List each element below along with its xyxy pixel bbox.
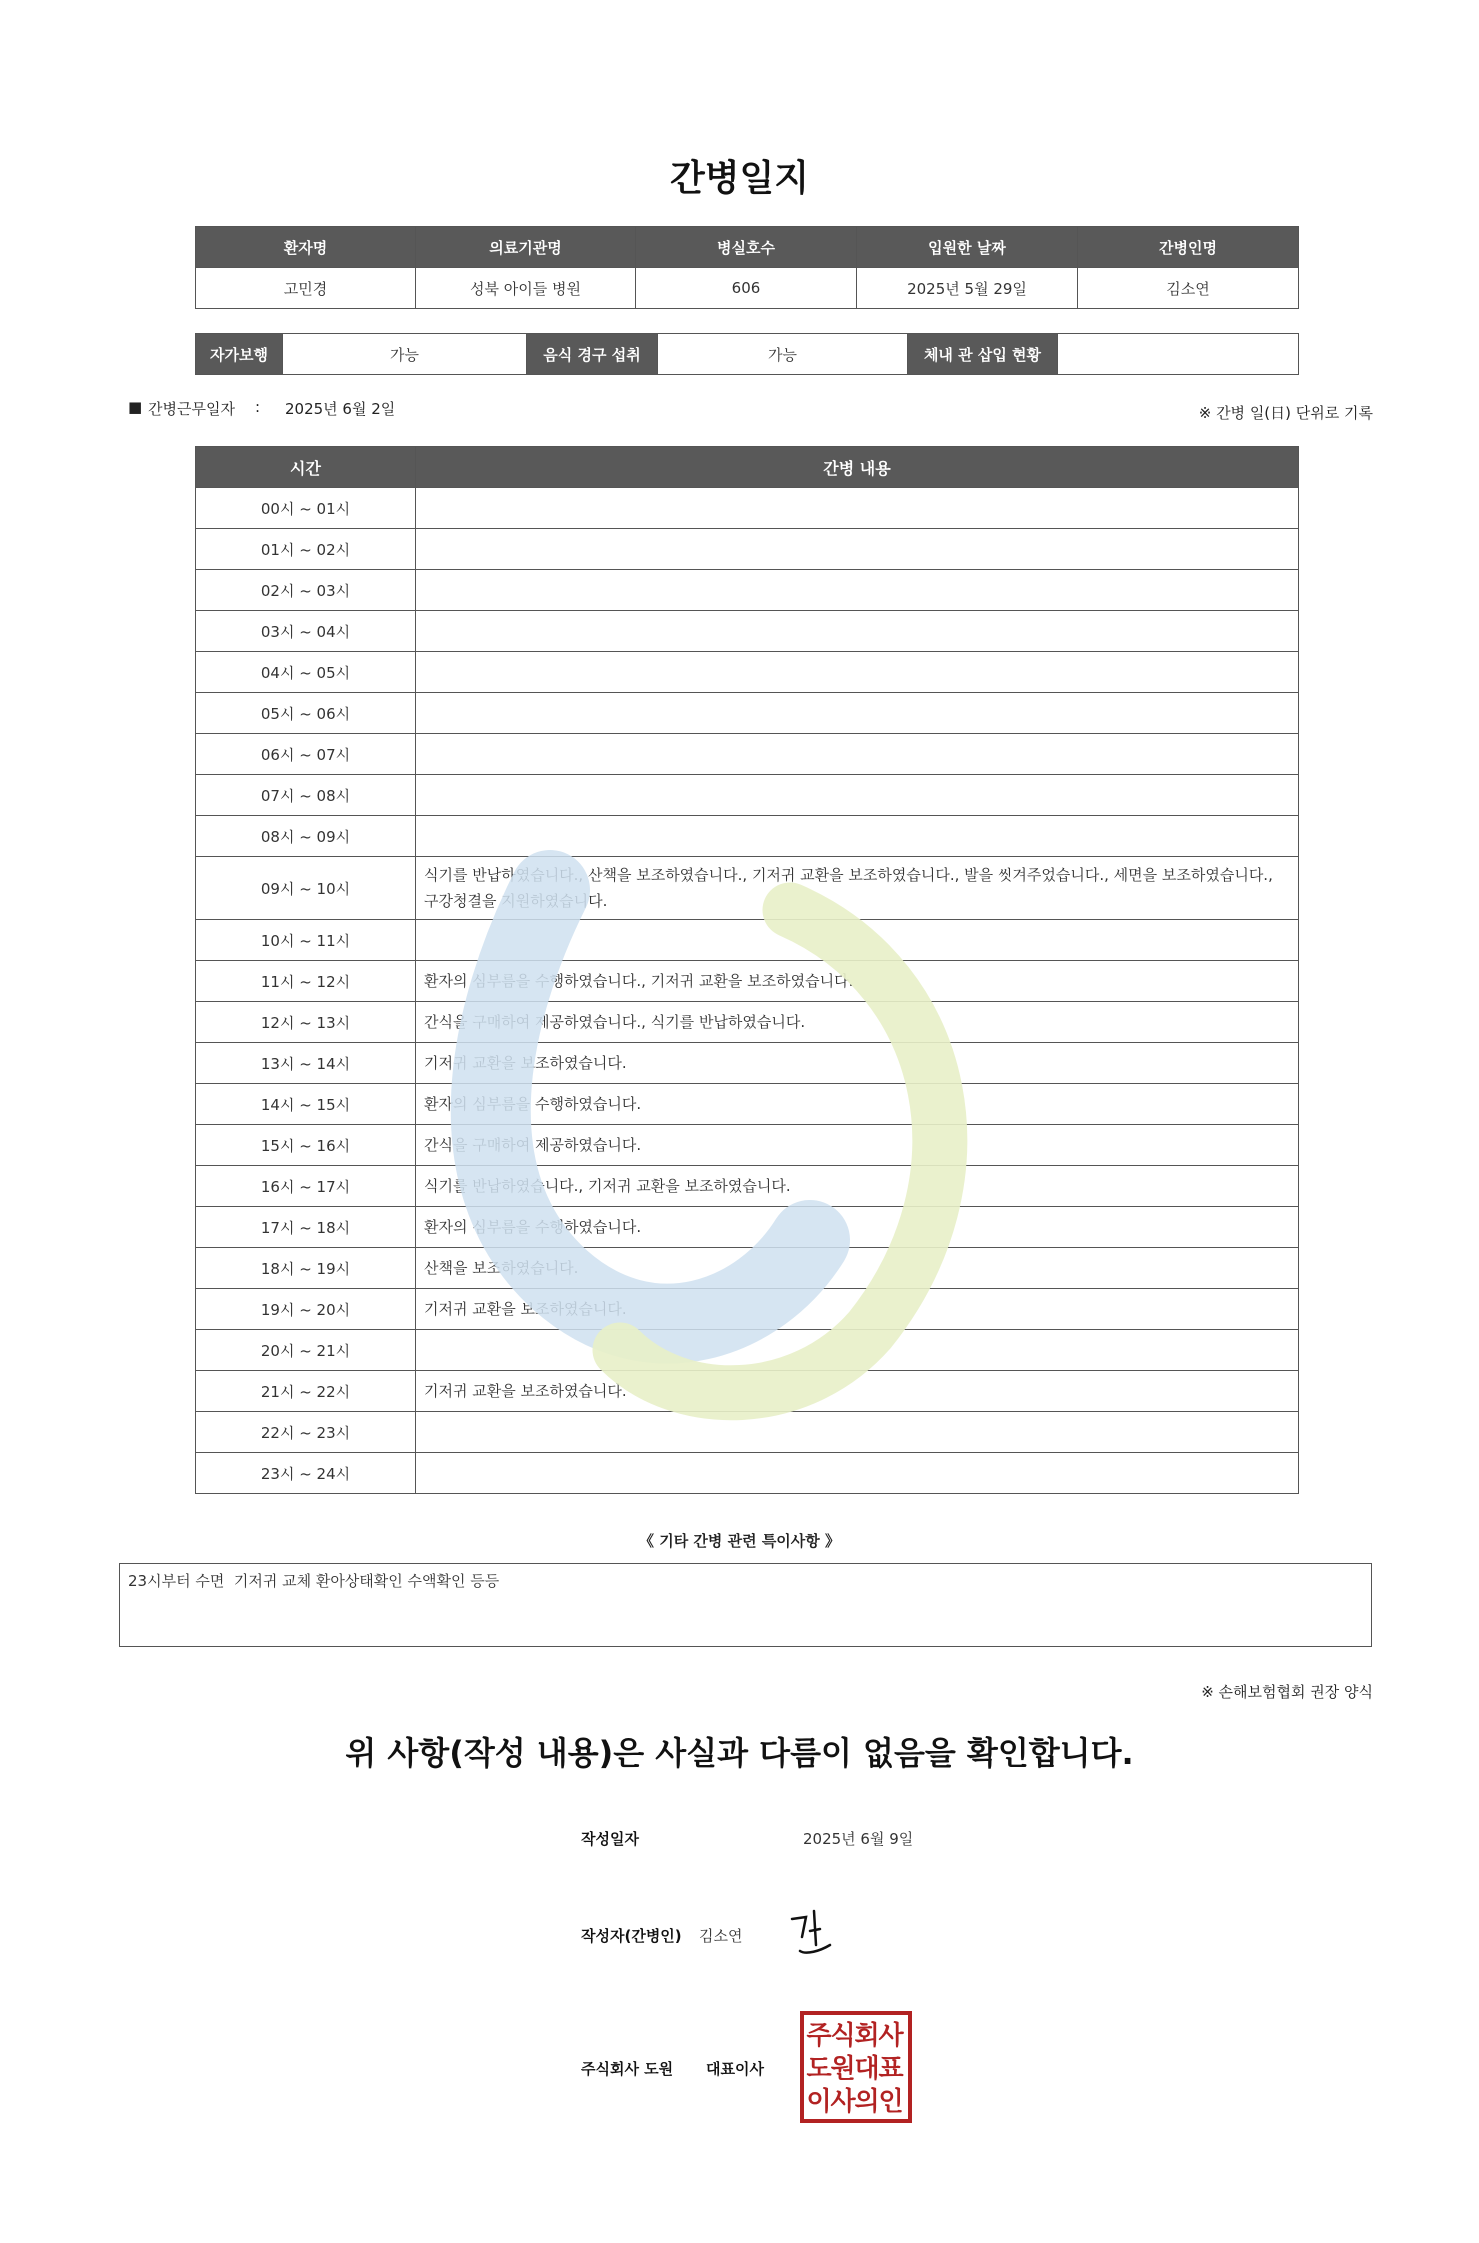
patient-info-header-row <box>196 227 1299 268</box>
schedule-content: 기저귀 교환을 보조하였습니다. <box>416 1371 1299 1412</box>
schedule-content: 환자의 심부름을 수행하였습니다. <box>416 1084 1299 1125</box>
company-seal-stamp-icon <box>799 2010 913 2124</box>
schedule-row <box>196 775 1299 816</box>
schedule-content <box>416 611 1299 652</box>
write-date-value: 2025년 6월 9일 <box>803 1830 914 1848</box>
schedule-body <box>196 488 1299 1494</box>
schedule-time: 12시 ~ 13시 <box>196 1002 416 1043</box>
svg-text:식: 식 <box>830 2021 856 2051</box>
schedule-row <box>196 1084 1299 1125</box>
self-walk-value: 가능 <box>283 334 527 375</box>
schedule-content <box>416 488 1299 529</box>
schedule-content <box>416 1330 1299 1371</box>
schedule-time: 22시 ~ 23시 <box>196 1412 416 1453</box>
schedule-row <box>196 1412 1299 1453</box>
oral-intake-value: 가능 <box>658 334 908 375</box>
schedule-header-row <box>196 447 1299 488</box>
schedule-time: 14시 ~ 15시 <box>196 1084 416 1125</box>
schedule-row <box>196 529 1299 570</box>
schedule-row <box>196 1166 1299 1207</box>
schedule-time: 17시 ~ 18시 <box>196 1207 416 1248</box>
svg-text:이: 이 <box>806 2087 832 2117</box>
schedule-content: 기저귀 교환을 보조하였습니다. <box>416 1043 1299 1084</box>
schedule-row <box>196 1207 1299 1248</box>
self-walk-label: 자가보행 <box>196 334 283 375</box>
schedule-row <box>196 570 1299 611</box>
schedule-time: 15시 ~ 16시 <box>196 1125 416 1166</box>
svg-text:회: 회 <box>854 2021 880 2051</box>
schedule-time: 11시 ~ 12시 <box>196 961 416 1002</box>
schedule-time: 01시 ~ 02시 <box>196 529 416 570</box>
schedule-content <box>416 693 1299 734</box>
schedule-content: 간식을 구매하여 제공하였습니다., 식기를 반납하였습니다. <box>416 1002 1299 1043</box>
hospital-name: 성북 아이들 병원 <box>416 268 636 309</box>
schedule-time: 07시 ~ 08시 <box>196 775 416 816</box>
writer-label: 작성자(간병인) <box>581 1927 682 1945</box>
svg-text:사: 사 <box>878 2021 904 2051</box>
room-number: 606 <box>636 268 857 309</box>
schedule-time: 00시 ~ 01시 <box>196 488 416 529</box>
tube-insertion-label: 체내 관 삽입 현황 <box>908 334 1058 375</box>
svg-text:주: 주 <box>806 2021 832 2051</box>
schedule-time: 20시 ~ 21시 <box>196 1330 416 1371</box>
square-bullet-icon: ■ <box>128 398 143 416</box>
ceo-label: 대표이사 <box>706 2060 764 2078</box>
patient-info-value-row <box>196 268 1299 309</box>
write-date-label: 작성일자 <box>581 1830 639 1848</box>
schedule-content <box>416 1453 1299 1494</box>
schedule-time: 10시 ~ 11시 <box>196 920 416 961</box>
svg-text:원: 원 <box>830 2054 856 2084</box>
schedule-time: 23시 ~ 24시 <box>196 1453 416 1494</box>
daily-record-note: ※ 간병 일(日) 단위로 기록 <box>1198 404 1373 422</box>
schedule-content <box>416 1412 1299 1453</box>
time-column-header: 시간 <box>196 447 416 488</box>
header-hospital-name: 의료기관명 <box>416 227 636 268</box>
schedule-time: 13시 ~ 14시 <box>196 1043 416 1084</box>
confirmation-statement: 위 사항(작성 내용)은 사실과 다름이 없음을 확인합니다. <box>345 1734 1134 1772</box>
schedule-time: 18시 ~ 19시 <box>196 1248 416 1289</box>
schedule-row <box>196 693 1299 734</box>
header-patient-name: 환자명 <box>196 227 416 268</box>
schedule-row <box>196 1330 1299 1371</box>
svg-text:대: 대 <box>854 2054 880 2084</box>
work-date-value: 2025년 6월 2일 <box>285 400 396 418</box>
svg-text:의: 의 <box>854 2087 880 2117</box>
schedule-time: 19시 ~ 20시 <box>196 1289 416 1330</box>
svg-text:표: 표 <box>878 2054 904 2084</box>
work-date-label: 간병근무일자 <box>148 400 235 418</box>
schedule-content: 기저귀 교환을 보조하였습니다. <box>416 1289 1299 1330</box>
admission-date: 2025년 5월 29일 <box>857 268 1078 309</box>
schedule-time: 16시 ~ 17시 <box>196 1166 416 1207</box>
patient-status-table <box>195 333 1299 375</box>
schedule-row <box>196 488 1299 529</box>
schedule-row <box>196 1002 1299 1043</box>
schedule-content <box>416 652 1299 693</box>
schedule-content <box>416 529 1299 570</box>
schedule-row <box>196 1453 1299 1494</box>
schedule-row <box>196 1125 1299 1166</box>
schedule-row <box>196 1043 1299 1084</box>
form-source-note: ※ 손해보험협회 권장 양식 <box>1201 1683 1373 1701</box>
schedule-time: 04시 ~ 05시 <box>196 652 416 693</box>
schedule-time: 06시 ~ 07시 <box>196 734 416 775</box>
schedule-time: 21시 ~ 22시 <box>196 1371 416 1412</box>
schedule-content: 산책을 보조하였습니다. <box>416 1248 1299 1289</box>
schedule-content <box>416 570 1299 611</box>
svg-text:사: 사 <box>830 2087 856 2117</box>
document-title: 간병일지 <box>669 158 810 199</box>
schedule-content: 환자의 심부름을 수행하였습니다., 기저귀 교환을 보조하였습니다. <box>416 961 1299 1002</box>
schedule-row <box>196 1289 1299 1330</box>
svg-text:도: 도 <box>806 2054 832 2084</box>
company-label: 주식회사 도원 <box>581 2060 674 2078</box>
schedule-row <box>196 920 1299 961</box>
special-notes-box: 23시부터 수면 기저귀 교체 환아상태확인 수액확인 등등 <box>119 1563 1372 1647</box>
schedule-time: 09시 ~ 10시 <box>196 857 416 920</box>
patient-info-table <box>195 226 1299 309</box>
caregiver-name: 김소연 <box>1078 268 1299 309</box>
schedule-content <box>416 816 1299 857</box>
care-schedule-table <box>195 446 1299 1494</box>
schedule-time: 08시 ~ 09시 <box>196 816 416 857</box>
schedule-content <box>416 775 1299 816</box>
schedule-row <box>196 1248 1299 1289</box>
schedule-row <box>196 961 1299 1002</box>
schedule-time: 05시 ~ 06시 <box>196 693 416 734</box>
schedule-row <box>196 857 1299 920</box>
header-admission-date: 입원한 날짜 <box>857 227 1078 268</box>
schedule-content: 식기를 반납하였습니다., 기저귀 교환을 보조하였습니다. <box>416 1166 1299 1207</box>
patient-status-row <box>196 334 1299 375</box>
schedule-content <box>416 734 1299 775</box>
schedule-row <box>196 734 1299 775</box>
schedule-time: 03시 ~ 04시 <box>196 611 416 652</box>
schedule-row <box>196 816 1299 857</box>
schedule-content: 환자의 심부름을 수행하였습니다. <box>416 1207 1299 1248</box>
content-column-header: 간병 내용 <box>416 447 1299 488</box>
svg-text:인: 인 <box>878 2087 904 2117</box>
writer-name: 김소연 <box>699 1927 743 1945</box>
header-caregiver-name: 간병인명 <box>1078 227 1299 268</box>
work-date-colon: : <box>255 398 261 416</box>
oral-intake-label: 음식 경구 섭취 <box>527 334 658 375</box>
schedule-row <box>196 611 1299 652</box>
special-notes-title: 《 기타 간병 관련 특이사항 》 <box>638 1532 840 1550</box>
patient-name: 고민경 <box>196 268 416 309</box>
header-room-number: 병실호수 <box>636 227 857 268</box>
schedule-content <box>416 920 1299 961</box>
schedule-content: 간식을 구매하여 제공하였습니다. <box>416 1125 1299 1166</box>
schedule-row <box>196 1371 1299 1412</box>
schedule-time: 02시 ~ 03시 <box>196 570 416 611</box>
schedule-content: 식기를 반납하였습니다., 산책을 보조하였습니다., 기저귀 교환을 보조하였습니다., 발을 씻겨주었습니다., 세면을 보조하였습니다., 구강청결을 지원하였습니다. <box>416 857 1299 920</box>
handwritten-signature-icon <box>786 1905 836 1965</box>
tube-insertion-value <box>1058 334 1299 375</box>
schedule-row <box>196 652 1299 693</box>
